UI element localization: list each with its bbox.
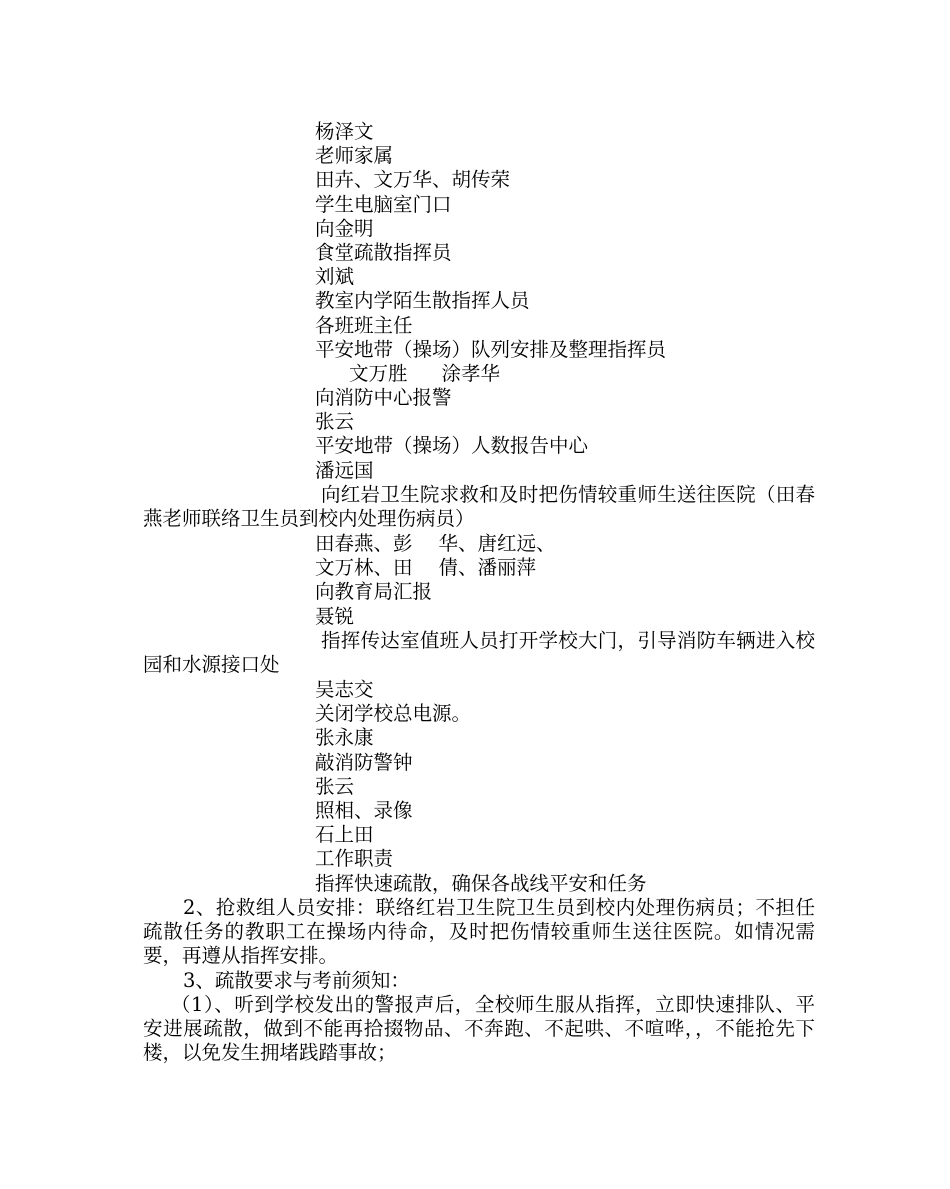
list-line: 石上田 xyxy=(315,823,374,847)
section-2-paragraph: 2、抢救组人员安排：联络红岩卫生院卫生员到校内处理伤病员；不担任疏散任务的教职工在操场内待命，及时把伤情较重师生送往医院。如情况需要，再遵从指挥安排。 xyxy=(143,896,815,968)
names-line xyxy=(315,362,815,386)
gate-paragraph: 指挥传达室值班人员打开学校大门，引导消防车辆进入校园和水源接口处 xyxy=(143,629,815,677)
medics-line-1 xyxy=(315,532,815,556)
gate-paragraph-block xyxy=(143,629,815,677)
list-line: 吴志交 xyxy=(315,678,374,701)
medics-text: 田春燕、彭 xyxy=(315,532,413,555)
assignment-list-2 xyxy=(315,532,815,629)
list-line: 张永康 xyxy=(315,726,374,750)
list-line: 张云 xyxy=(315,774,355,798)
list-line: 食堂疏散指挥员 xyxy=(315,240,452,264)
list-line: 老师家属 xyxy=(315,144,394,168)
list-line: 向金明 xyxy=(315,216,374,240)
medics-text: 倩、潘丽萍 xyxy=(438,556,537,580)
list-line: 平安地带（操场）人数报告中心 xyxy=(315,434,589,458)
assignment-list-3 xyxy=(315,678,815,896)
hospital-paragraph: 向红岩卫生院求救和及时把伤情较重师生送往医院（田春燕老师联络卫生员到校内处理伤病员） xyxy=(143,483,815,531)
list-line: 杨泽文 xyxy=(315,120,374,143)
medics-line-2 xyxy=(315,556,815,580)
list-line: 田卉、文万华、胡传荣 xyxy=(315,168,511,192)
section-3-item-1: （1）、听到学校发出的警报声后，全校师生服从指挥，立即快速排队、平安进展疏散，做到不能再拾掇物品、不奔跑、不起哄、不喧哗，，不能抢先下楼，以免发生拥堵践踏事故； xyxy=(143,992,815,1065)
name-a: 文万胜 xyxy=(349,361,408,385)
name-b: 涂孝华 xyxy=(441,361,501,385)
hospital-paragraph-block xyxy=(143,483,815,531)
list-line: 各班班主任 xyxy=(315,313,413,337)
section-3-title: 3、疏散要求与考前须知： xyxy=(183,968,410,992)
medics-text: 文万林、田 xyxy=(315,556,413,580)
list-line: 关闭学校总电源。 xyxy=(315,702,472,726)
list-line: 指挥快速疏散，确保各战线平安和任务 xyxy=(315,871,647,895)
list-line: 教室内学陌生散指挥人员 xyxy=(315,289,530,313)
list-line: 学生电脑室门口 xyxy=(315,192,452,216)
list-line: 刘斌 xyxy=(315,265,355,289)
medics-text: 华、唐红远、 xyxy=(438,532,556,555)
sections-block xyxy=(143,896,815,1065)
list-line: 聂锐 xyxy=(315,604,355,628)
list-line: 平安地带（操场）队列安排及整理指挥员 xyxy=(315,337,667,361)
list-line: 敲消防警钟 xyxy=(315,750,413,774)
list-line: 潘远国 xyxy=(315,458,374,482)
assignment-list xyxy=(315,120,815,483)
list-line: 向教育局汇报 xyxy=(315,580,433,604)
list-line: 照相、录像 xyxy=(315,798,413,822)
list-line: 张云 xyxy=(315,410,355,434)
list-line: 工作职责 xyxy=(315,847,394,871)
list-line: 向消防中心报警 xyxy=(315,386,452,410)
